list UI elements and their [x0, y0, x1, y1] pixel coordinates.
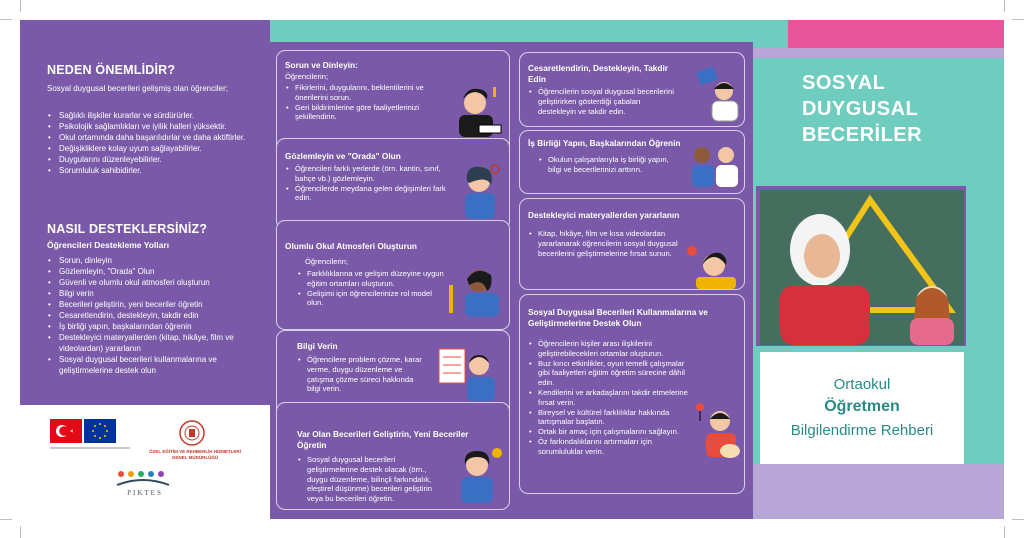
crop-mark	[1004, 526, 1005, 538]
list-item: • Psikolojik sağlamlıkları ve iyilik halleri yüksektir.	[47, 121, 262, 132]
colleagues-illustration	[686, 141, 742, 191]
crop-mark	[20, 526, 21, 538]
checklist-person-illustration	[435, 343, 499, 407]
cover-title-line: BECERİLER	[802, 124, 923, 146]
how-heading: NASIL DESTEKLERSİNİZ?	[47, 222, 208, 236]
card-list	[285, 164, 453, 203]
ministry-seal-icon	[178, 419, 206, 447]
crop-mark	[1004, 0, 1005, 12]
teal-top-band	[270, 20, 516, 42]
crop-mark	[20, 0, 21, 12]
idea-person-illustration	[453, 443, 507, 505]
logo-strip	[20, 405, 270, 519]
eu-caption-lines	[50, 447, 130, 453]
card-intro: Öğrencilerin;	[305, 257, 349, 266]
crop-mark	[1012, 519, 1024, 520]
list-item: • Öğrencilerde meydana gelen değişimleri fark edin.	[285, 184, 453, 204]
list-item: • Öğrencileri farklı yerlerde (örn. kantin, sınıf, bahçe vb.) gözlemleyin.	[285, 164, 453, 184]
card-title: Gözlemleyin ve "Orada" Olun	[285, 151, 401, 161]
lavender-bottom-band	[753, 464, 1004, 519]
why-heading: NEDEN ÖNEMLİDİR?	[47, 63, 176, 77]
why-list	[47, 110, 262, 176]
piktes-people-icon	[115, 469, 171, 487]
card-collaborate	[519, 130, 745, 194]
list-item: • Sosyal duygusal becerileri kullanmalarına ve geliştirmelerine destek olun	[47, 354, 262, 376]
why-intro: Sosyal duygusal becerileri gelişmiş olan öğrenciler;	[47, 84, 228, 93]
list-item: • Değişikliklere kolay uyum sağlayabilirler.	[47, 143, 262, 154]
painting-boy-illustration	[690, 401, 742, 463]
list-item: • Kendilerini ve arkadaşlarını takdir etmelerine fırsat verin.	[528, 388, 694, 408]
card-intro: Öğrencilerin;	[285, 72, 329, 81]
list-item: • Öğrencilerin kişiler arası ilişkilerini geliştirebilecekleri ortamlar oluşturun.	[528, 339, 694, 359]
card-list	[297, 455, 447, 504]
list-item: • Güvenli ve olumlu okul atmosferi oluşturun	[47, 277, 262, 288]
how-subheading: Öğrencileri Destekleme Yolları	[47, 240, 170, 250]
list-item: • Sorumluluk sahibidirler.	[47, 165, 262, 176]
list-item: • Gözlemleyin, "Orada" Olun	[47, 266, 262, 277]
ministry-name: ÖZEL EĞİTİM VE REHBERLİK HİZMETLERİ GENEL MÜDÜRLÜĞÜ	[149, 449, 241, 460]
trophy-person-illustration	[692, 63, 742, 123]
list-item: • Sorun, dinleyin	[47, 255, 262, 266]
teacher-student-photo	[760, 190, 964, 345]
list-item: • Sosyal duygusal becerileri geliştirmelerine destek olacak (örn., duygu düzenleme, bilinçli farkındalık, eleştirel düşünme) becerileri geliştirin veya bu becerileri öğretin.	[297, 455, 447, 504]
pink-band	[788, 20, 1004, 48]
turkey-flag-icon	[50, 419, 116, 445]
card-title: Var Olan Becerileri Geliştirin, Yeni Beceriler Öğretin	[297, 429, 469, 450]
list-item: • Kitap, hikâye, film ve kısa videolardan yararlanarak öğrencilerin sosyal duygusal becerilerini geliştirmelerine fırsat sunun.	[528, 229, 686, 258]
reading-girl-illustration	[682, 243, 744, 291]
card-list	[285, 83, 445, 122]
list-item: • İş birliği yapın, başkalarından öğrenin	[47, 321, 262, 332]
card-list	[297, 269, 447, 308]
list-item: • Bireysel ve kültürel farklılıklar hakkında tartışmalar başlatın.	[528, 408, 694, 428]
card-materials	[519, 198, 745, 290]
list-item: • Sağlıklı ilişkiler kurarlar ve sürdürürler.	[47, 110, 262, 121]
card-title: Bilgi Verin	[297, 341, 338, 351]
cover-title-line: DUYGUSAL	[802, 98, 919, 120]
card-title: Sosyal Duygusal Becerileri Kullanmalarına ve Geliştirmelerine Destek Olun	[528, 307, 708, 328]
crop-mark	[0, 19, 12, 20]
cover-title	[802, 70, 1002, 148]
card-develop-skills	[276, 402, 510, 510]
list-item: • Gelişimi için öğrencilerinize rol model olun.	[297, 289, 447, 309]
lavender-band	[753, 48, 1004, 58]
list-item: • Okulun çalışanlarıyla iş birliği yapın, bilgi ve becerilerinizi arttırın.	[538, 155, 678, 175]
list-item: • Duygularını düzenleyebilirler.	[47, 154, 262, 165]
card-title: Destekleyici materyallerden yararlanın	[528, 210, 680, 220]
card-title: Olumlu Okul Atmosferi Oluşturun	[285, 241, 417, 251]
subtitle-box	[760, 352, 964, 464]
list-item: • Geri bildirimlerine göre faaliyetlerinizi şekillendirin.	[285, 103, 445, 123]
middle-column	[270, 20, 516, 519]
list-item: • Farklılıklarına ve gelişim düzeyine uygun eğitim ortamları oluşturun.	[297, 269, 447, 289]
card-atmosphere	[276, 220, 510, 330]
card-title: İş Birliği Yapın, Başkalarından Öğrenin	[528, 138, 681, 148]
cover-title-line: SOSYAL	[802, 72, 886, 94]
subtitle-audience: Öğretmen	[824, 398, 900, 415]
list-item: • Ortak bir amaç için çalışmalarını sağlayın.	[528, 427, 694, 437]
card-use-skills	[519, 294, 745, 494]
right-column	[516, 20, 753, 519]
list-item: • Öğrencilerin sosyal duygusal becerilerini geliştirirken gösterdiği çabaları destekleyin ve takdir edin.	[528, 87, 680, 116]
piktes-logo-text: PIKTES	[127, 489, 163, 497]
card-list	[297, 355, 427, 394]
subtitle-school-level: Ortaokul	[833, 376, 891, 393]
card-title: Sorun ve Dinleyin:	[285, 60, 358, 70]
teacher-student-photo-icon	[760, 190, 964, 345]
list-item: • Fikirlerini, duygularını, beklentilerini ve önerilerini sorun.	[285, 83, 445, 103]
list-item: • Destekleyici materyallerden (kitap, hikâye, film ve videolardan) yararlanın	[47, 332, 262, 354]
card-encourage	[519, 52, 745, 127]
list-item: • Okul ortamında daha başarılıdırlar ve daha aktiftirler.	[47, 132, 262, 143]
card-title: Cesaretlendirin, Destekleyin, Takdir Edin	[528, 63, 669, 84]
card-observe	[276, 138, 510, 230]
teal-top-band	[516, 20, 753, 42]
crop-mark	[0, 519, 12, 520]
card-list	[528, 87, 680, 116]
list-item: • Becerileri geliştirin, yeni beceriler öğretin	[47, 299, 262, 310]
list-item: • Öz farkındalıklarını artırmaları için sorumluluklar verin.	[528, 437, 694, 457]
list-item: • Öğrencilere problem çözme, karar verme, duygu düzenleme ve çatışma çözme süreci hakkında bilgi verin.	[297, 355, 427, 394]
subtitle-guide: Bilgilendirme Rehberi	[790, 422, 934, 439]
card-list	[538, 155, 678, 175]
card-list	[528, 229, 686, 258]
crop-mark	[1012, 19, 1024, 20]
list-item: • Cesaretlendirin, destekleyin, takdir edin	[47, 310, 262, 321]
list-item: • Bilgi verin	[47, 288, 262, 299]
observing-person-illustration	[457, 161, 505, 221]
list-item: • Buz kırıcı etkinlikler, oyun temelli çalışmalar gibi faaliyetleri eğitim öğretim sürecine dâhil edin.	[528, 359, 694, 388]
how-list	[47, 255, 262, 376]
reading-person-illustration	[447, 261, 505, 321]
thinking-person-illustration	[449, 81, 505, 141]
card-list	[528, 339, 694, 457]
